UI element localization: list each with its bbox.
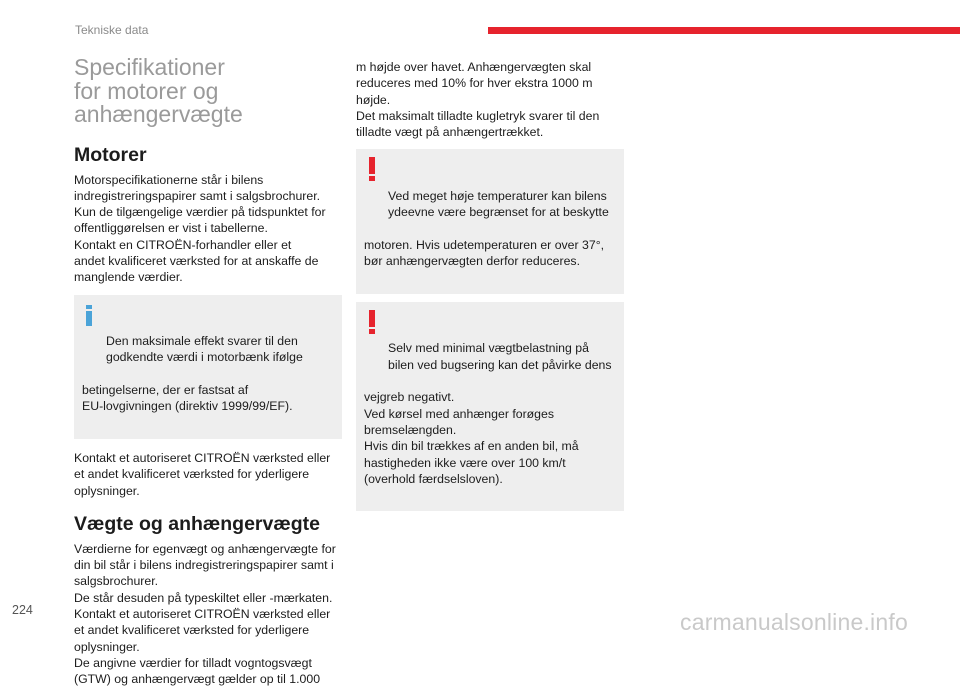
page-title: Specifikationer for motorer og anhængervægte <box>74 54 243 127</box>
warning-note-towing <box>356 302 624 512</box>
info-icon <box>86 305 92 326</box>
vaegte-heading: Vægte og anhængervægte <box>74 512 320 535</box>
right-paragraph: m højde over havet. Anhængervægten skal reduceres med 10% for hver ekstra 1000 m højde. Det maksimalt tilladte kugletryk svarer til den tilladte vægt på anhængertrækket. <box>356 60 600 140</box>
page-number: 224 <box>12 603 33 617</box>
info-note <box>74 295 342 439</box>
warning-note-temperature <box>356 149 624 293</box>
motorer-contact-paragraph: Kontakt et autoriseret CITROËN værksted eller et andet kvalificeret værksted for yderligere oplysninger. <box>74 450 331 498</box>
info-note-text-first: Den maksimale effekt svarer til den godkendte værdi i motorbænk ifølge <box>106 334 303 365</box>
motorer-paragraph: Motorspecifikationerne står i bilens indregistreringspapirer samt i salgsbrochurer. Kun de tilgængelige værdier på tidspunktet for offentliggørelsen er vist i tabellerne. Kontakt en CITROËN-forhandler eller et andet kvalificeret værksted for at anskaffe de manglende værdier. <box>74 172 326 285</box>
warning2-text-rest: vejgreb negativt. Ved kørsel med anhænger forøges bremselængden. Hvis din bil trækkes af en anden bil, må hastigheden ikke være over 100 km/t (overhold færdselsloven). <box>364 390 579 486</box>
header-accent-bar <box>488 27 960 34</box>
left-column <box>74 56 342 688</box>
warning1-text-first: Ved meget høje temperaturer kan bilens ydeevne være begrænset for at beskytte <box>388 189 609 220</box>
warning1-text-rest: motoren. Hvis udetemperaturen er over 37°, bør anhængervægten derfor reduceres. <box>364 237 605 269</box>
vaegte-paragraph: Værdierne for egenvægt og anhængervægte for din bil står i bilens indregistreringspapirer samt i salgsbrochurer. De står desuden på typeskiltet eller -mærkaten. Kontakt et autoriseret CITROËN værksted eller et andet kvalificeret værksted for yderligere oplysninger. De angivne værdier for tilladt vogntogsvægt (GTW) og anhængervægt gælder op til 1.000 <box>74 541 336 687</box>
watermark-text: carmanualsonline.info <box>680 609 908 635</box>
info-note-text-rest: betingelserne, der er fastsat af EU-lovgivningen (direktiv 1999/99/EF). <box>82 383 293 414</box>
warning-icon <box>369 310 375 334</box>
right-column <box>356 59 624 511</box>
warning-icon <box>369 157 375 181</box>
warning2-text-first: Selv med minimal vægtbelastning på bilen ved bugsering kan det påvirke dens <box>388 341 612 372</box>
section-header-label: Tekniske data <box>75 23 149 37</box>
motorer-heading: Motorer <box>74 143 147 166</box>
